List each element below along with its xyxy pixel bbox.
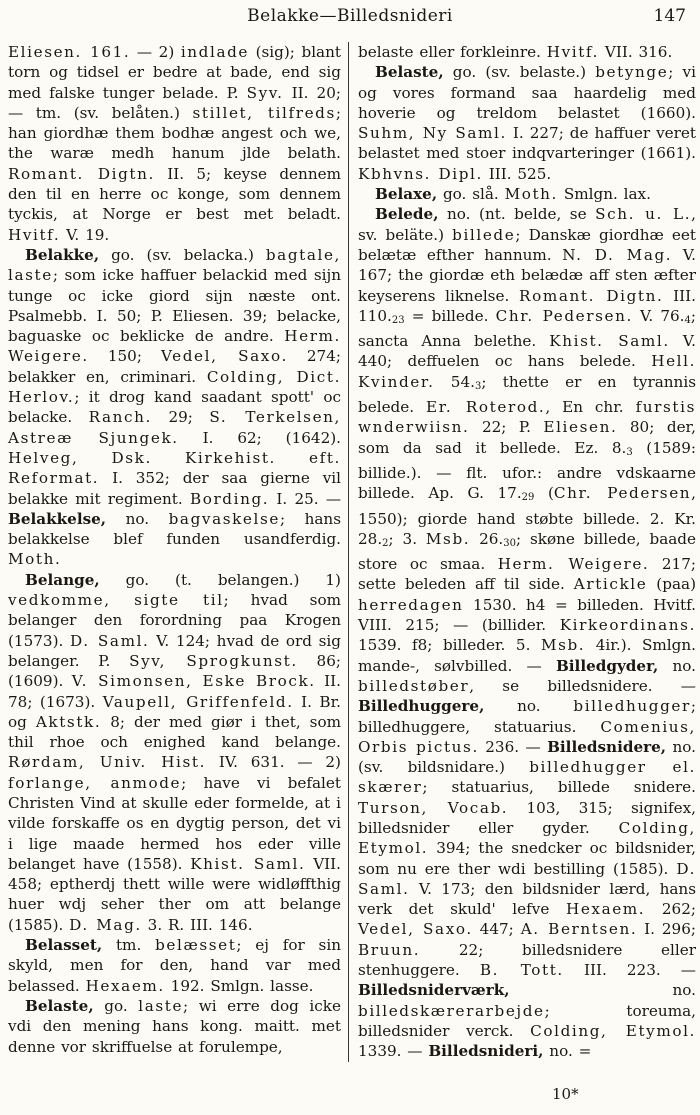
text-segment: (sig); blant torn og tidsel er bedre at bade, end sig med falske tunger belade. P. bbox=[8, 43, 341, 102]
text-segment: Vedel, Saxo. bbox=[358, 920, 473, 939]
text-segment: (1589: billide.). — flt. ufor.: andre vdskaarne billede. Ap. G. 17. bbox=[358, 438, 696, 503]
headword: Billedgyder, bbox=[555, 656, 659, 675]
text-segment: B. Tott. bbox=[479, 961, 564, 980]
headword: Belede, bbox=[375, 205, 439, 224]
text-segment: I. 352; der saa gierne vil belakke mit regiment. bbox=[8, 469, 341, 508]
text-segment: ; Danskæ giordhæ eet belætæ efther hannum. bbox=[358, 225, 696, 264]
text-segment: 23 bbox=[391, 314, 405, 326]
text-segment: Chr. Pedersen. bbox=[495, 306, 633, 325]
text-segment: no. (sv. bildsnidare.) bbox=[358, 737, 696, 777]
text-segment: Er. Roterod. bbox=[426, 398, 546, 417]
text-segment: ; wi erre dog icke vdi den mening hans kong. maitt. met denne vor skriffuelse at forulempe, bbox=[8, 996, 341, 1056]
text-segment: laste bbox=[138, 996, 184, 1015]
left-column bbox=[8, 42, 348, 1062]
headword: Belange, bbox=[25, 570, 100, 589]
text-segment: ; have vi befalet Christen Vind at skulle eder formelde, at i vilde forskaffe os en dygtig person, det vi i lige maade hermed hos eder ville belanget have (1558). bbox=[8, 773, 341, 873]
text-segment: 103, 315; signifex, billedsnider eller gyder. bbox=[358, 798, 697, 837]
text-segment: 54. bbox=[434, 372, 475, 391]
text-segment: go. (sv. belaste.) bbox=[443, 63, 596, 82]
text-segment: IV. 631. — 2) bbox=[206, 753, 341, 772]
text-segment: Hell. Kvinder. bbox=[358, 352, 696, 391]
text-segment: , sv. beläte.) bbox=[358, 205, 696, 244]
text-segment: ; hans belakkelse blef funden usandferdig. bbox=[8, 509, 341, 549]
text-segment: no. bbox=[484, 697, 574, 716]
text-segment: Herm. Weigere. bbox=[497, 555, 650, 574]
signature-mark: 10* bbox=[552, 1085, 579, 1103]
text-segment: I. 227; de haffuer veret belastet med stoer indqvarteringer (1661). bbox=[358, 124, 697, 163]
text-segment: Moth. bbox=[504, 185, 558, 204]
text-segment: 8; der med giør i thet, som thil rhoe och enighed kand belange. bbox=[8, 712, 341, 752]
paragraph bbox=[358, 62, 696, 184]
text-segment: 29 bbox=[521, 492, 535, 504]
text-segment: 447; bbox=[472, 920, 521, 939]
headword: Belaste, bbox=[25, 996, 94, 1015]
text-segment: 3 bbox=[474, 380, 482, 392]
paragraph bbox=[8, 570, 341, 935]
text-segment: 86; (1609). bbox=[8, 651, 342, 691]
text-segment: Helveg, Dsk. Kirkehist. eft. Reformat. bbox=[8, 448, 341, 488]
text-segment: 30 bbox=[503, 537, 516, 549]
text-segment: Vaupell, Griffenfeld. bbox=[102, 692, 294, 711]
text-segment: ; statuarius, billede snidere. bbox=[422, 778, 696, 797]
headword: Billedsnideri, bbox=[428, 1042, 544, 1061]
text-segment: Syv. bbox=[246, 83, 284, 102]
paragraph bbox=[358, 184, 696, 204]
text-segment: V. 167; the giordæ eth belædæ aff sten æfter keyserens liknelse. bbox=[358, 245, 697, 305]
text-segment: forlange, anmode bbox=[8, 773, 182, 792]
text-segment: Ranch. bbox=[88, 408, 152, 427]
text-segment: ; thette er en tyrannis belede. bbox=[358, 372, 696, 417]
text-segment: D. Saml. bbox=[70, 631, 150, 650]
text-segment: Khist. Saml. bbox=[190, 854, 306, 873]
text-segment: 236. — bbox=[478, 737, 548, 756]
text-segment: go. bbox=[93, 996, 139, 1015]
text-segment: belaste eller forkleinre. bbox=[358, 43, 547, 61]
text-segment: S. Terkelsen, Astreæ Sjungek. bbox=[8, 408, 341, 447]
paragraph bbox=[8, 935, 341, 996]
text-segment: Rørdam, Univ. Hist. bbox=[8, 753, 207, 772]
text-segment: ; hvad som belanger den forordning paa Krogen (1573). bbox=[8, 591, 341, 650]
text-segment: 80; der, som da sad it bellede. Ez. 8. bbox=[358, 418, 696, 457]
text-segment: Msb. bbox=[540, 636, 586, 655]
text-segment: Kbhvns. Dipl. bbox=[358, 164, 483, 183]
text-segment: vedkomme, sigte til bbox=[8, 591, 224, 610]
text-segment: betynge bbox=[595, 63, 669, 82]
text-segment: Kirkeordinans. bbox=[559, 616, 696, 635]
text-segment: billede bbox=[452, 225, 516, 244]
text-segment: Eliesen. 161. bbox=[8, 43, 131, 61]
text-segment: Comenius, Orbis pictus. bbox=[358, 717, 696, 756]
text-segment: indlade bbox=[180, 43, 250, 61]
text-segment: no. (nt. belde, se bbox=[438, 205, 596, 224]
headword: Billedsnidere, bbox=[547, 737, 667, 756]
text-segment: furstis wnderwiisn. bbox=[358, 398, 696, 437]
text-segment: Chr. Pedersen bbox=[553, 484, 692, 503]
text-segment: Colding, Etymol. bbox=[530, 1021, 696, 1040]
text-segment: 4 bbox=[684, 314, 691, 326]
text-segment: no. = bbox=[543, 1042, 592, 1061]
text-segment: V. 124; hvad de ord sig belanger. P. bbox=[8, 631, 341, 670]
text-segment: Khist. Saml. bbox=[549, 332, 670, 351]
text-segment: V. 76. bbox=[632, 306, 685, 325]
paragraph bbox=[8, 245, 341, 570]
text-segment: Colding, Etymol. bbox=[358, 818, 696, 858]
text-segment: Msb. bbox=[425, 529, 471, 548]
text-segment: , 1550); giorde hand støbte billede. 2. Kr. 28. bbox=[358, 484, 696, 548]
text-segment: 192. Smlgn. lasse. bbox=[164, 976, 314, 995]
text-segment: 274; belakker en, criminari. bbox=[8, 347, 341, 386]
text-segment: ; sancta Anna belethe. bbox=[358, 306, 697, 351]
text-segment: Eliesen. bbox=[543, 418, 618, 437]
text-segment: I. 62; (1642). bbox=[178, 428, 341, 447]
text-segment: 2 bbox=[382, 537, 389, 549]
headword: Billedhuggere, bbox=[358, 697, 485, 716]
text-segment: ( bbox=[534, 484, 554, 503]
text-segment: V. 19. bbox=[60, 225, 110, 244]
text-segment: billedskærerarbejde bbox=[358, 1001, 545, 1020]
text-segment: Colding, Dict. Herlov. bbox=[8, 367, 341, 407]
text-segment: Hvitf. bbox=[8, 225, 61, 244]
headword: Belakke, bbox=[25, 245, 100, 264]
text-segment: A. Berntsen. bbox=[520, 920, 638, 939]
text-segment: ; 3. bbox=[388, 529, 426, 548]
text-segment: bagvaskelse bbox=[168, 509, 280, 528]
text-segment: I. Br. og bbox=[8, 692, 341, 731]
text-segment: stillet, tilfreds bbox=[192, 103, 336, 122]
text-segment: Herm. Weigere. bbox=[8, 327, 341, 366]
text-segment: tm. bbox=[102, 936, 156, 955]
text-segment: Hvitf. bbox=[546, 43, 600, 61]
text-segment: (paa) bbox=[647, 575, 696, 594]
text-segment: Artickle bbox=[573, 575, 648, 594]
text-segment: Turson, Vocab. bbox=[358, 798, 509, 817]
text-segment: Smlgn. lax. bbox=[558, 185, 651, 204]
headword: Belasset, bbox=[25, 936, 103, 955]
text-segment: no. bbox=[509, 981, 696, 1000]
text-segment: 29; bbox=[151, 408, 210, 427]
text-segment: billedhugger el. skærer bbox=[358, 758, 696, 797]
text-segment: Hexaem. bbox=[85, 976, 165, 995]
text-segment: Vedel, Saxo. bbox=[160, 347, 288, 366]
text-segment: 22; billedsnidere eller stenhuggere. bbox=[358, 940, 696, 980]
text-segment: III. 223. — bbox=[563, 961, 696, 980]
text-segment: 1530. h4 = billeden. Hvitf. VIII. 215; — (billider. bbox=[358, 595, 696, 635]
text-segment: herredagen bbox=[358, 595, 464, 614]
text-segment: ; skøne billede, baade store oc smaa. bbox=[358, 529, 697, 574]
text-segment: 1539. f8; billeder. 5. bbox=[358, 636, 541, 655]
headword: Belakkelse, bbox=[8, 509, 107, 528]
headword: Belaxe, bbox=[375, 185, 438, 204]
text-segment: ; vi og vores formand saa haardelig med hoverie og treldom belastet (1660). bbox=[358, 63, 696, 122]
text-segment: Romant. Digtn. bbox=[8, 164, 155, 183]
page-number: 147 bbox=[653, 6, 686, 26]
text-segment: , se billedsnidere. — bbox=[469, 676, 696, 695]
text-segment: V. 173; den bildsnider lærd, hans verk det skuld' lefve bbox=[358, 879, 696, 919]
text-segment: II. 5; keyse dennem den til en herre oc konge, som dennem tyckis, at Norge er best met beladt. bbox=[8, 164, 341, 224]
text-segment: Moth. bbox=[8, 550, 62, 569]
text-segment: ; ej for sin skyld, men for den, hand var med belassed. bbox=[8, 936, 341, 995]
text-segment: no. bbox=[106, 509, 169, 528]
text-segment: Suhm, Ny Saml. bbox=[358, 124, 507, 143]
text-segment: go. (t. belangen.) 1) bbox=[99, 570, 341, 589]
text-segment: go. (sv. belacka.) bbox=[99, 245, 266, 264]
paragraph bbox=[8, 996, 341, 1057]
text-segment: billedstøber bbox=[358, 676, 470, 695]
text-segment: I. 25. — bbox=[269, 489, 342, 508]
text-segment: ; toreuma, billedsnider verck. bbox=[358, 1001, 696, 1040]
text-segment: , En chr. bbox=[545, 398, 636, 417]
text-segment: V. 440; deffuelen oc hans belede. bbox=[358, 332, 697, 371]
text-segment: II. 78; (1673). bbox=[8, 672, 341, 711]
headword: Belaste, bbox=[375, 63, 444, 82]
text-segment: 1339. — bbox=[358, 1042, 429, 1061]
paragraph bbox=[358, 204, 696, 1061]
running-head: Belakke—Billedsnideri bbox=[247, 6, 453, 26]
text-segment: III. 110. bbox=[358, 286, 697, 325]
text-segment: Hexaem. bbox=[565, 900, 646, 919]
text-segment: 150; bbox=[88, 347, 161, 366]
text-segment: Aktstk. bbox=[35, 712, 102, 731]
text-segment: I. 296; bbox=[637, 920, 696, 939]
text-segment: go. slå. bbox=[437, 185, 505, 204]
text-segment: D. Saml. bbox=[358, 859, 696, 898]
text-segment: III. 525. bbox=[482, 164, 552, 183]
text-segment: billedhugger bbox=[573, 697, 691, 716]
text-segment: Sch. u. L. bbox=[595, 205, 692, 224]
text-segment: N. D. Mag. bbox=[562, 245, 673, 264]
text-segment: VII. 316. bbox=[599, 43, 673, 61]
text-segment: 22; P. bbox=[469, 418, 544, 437]
text-segment: Bruun. bbox=[358, 940, 421, 959]
text-columns bbox=[8, 42, 696, 1062]
text-segment: = billede. bbox=[404, 306, 496, 325]
text-segment: ; it drog kand saadant spott' oc belacke. bbox=[8, 388, 341, 427]
text-segment: Bording. bbox=[189, 489, 270, 508]
text-segment: V. Simonsen, Eske Brock. bbox=[71, 672, 316, 691]
text-segment: — 2) bbox=[130, 43, 181, 61]
text-segment: bagtale, laste bbox=[8, 245, 341, 285]
text-segment: VII. 458; eptherdj thett wille were widløffthig huer wdj seher ther om att belange (1585). bbox=[8, 854, 341, 934]
text-segment: ; han giordhæ them bodhæ angest och we, the waræ medh hanum jlde belath. bbox=[8, 103, 341, 163]
text-segment: Romant. Digtn. bbox=[519, 286, 664, 305]
text-segment: 3. R. III. 146. bbox=[141, 915, 253, 934]
paragraph bbox=[358, 42, 696, 62]
text-segment: II. 20; — tm. (sv. belåten.) bbox=[8, 83, 341, 122]
text-segment: Syv, Sprogkunst. bbox=[129, 651, 298, 670]
text-segment: 262; bbox=[645, 900, 696, 919]
text-segment: no. bbox=[658, 656, 696, 675]
text-segment: 217; sette beleden aff til side. bbox=[358, 555, 697, 594]
right-column bbox=[348, 42, 696, 1062]
text-segment: 394; the snedcker oc bildsnider, som nu ere ther wdi bestilling (1585). bbox=[358, 839, 696, 878]
text-segment: 4ir.). Smlgn. mande-, sølvbilled. — bbox=[358, 636, 696, 675]
paragraph bbox=[8, 42, 341, 245]
text-segment: belæsset bbox=[155, 936, 237, 955]
page-header bbox=[0, 6, 700, 32]
text-segment: 3 bbox=[626, 446, 633, 458]
headword: Billedsniderværk, bbox=[358, 981, 510, 1000]
text-segment: ; som icke haffuer belackid med sijn tunge oc icke giord sijn næste ont. Psalmebb. I. 50; P. Eliesen. 39; belacke, baguaske oc beklicke de andre. bbox=[8, 266, 341, 346]
text-segment: ; billedhuggere, statuarius. bbox=[358, 697, 696, 736]
text-segment: D. Mag. bbox=[69, 915, 142, 934]
text-segment: 26. bbox=[470, 529, 504, 548]
